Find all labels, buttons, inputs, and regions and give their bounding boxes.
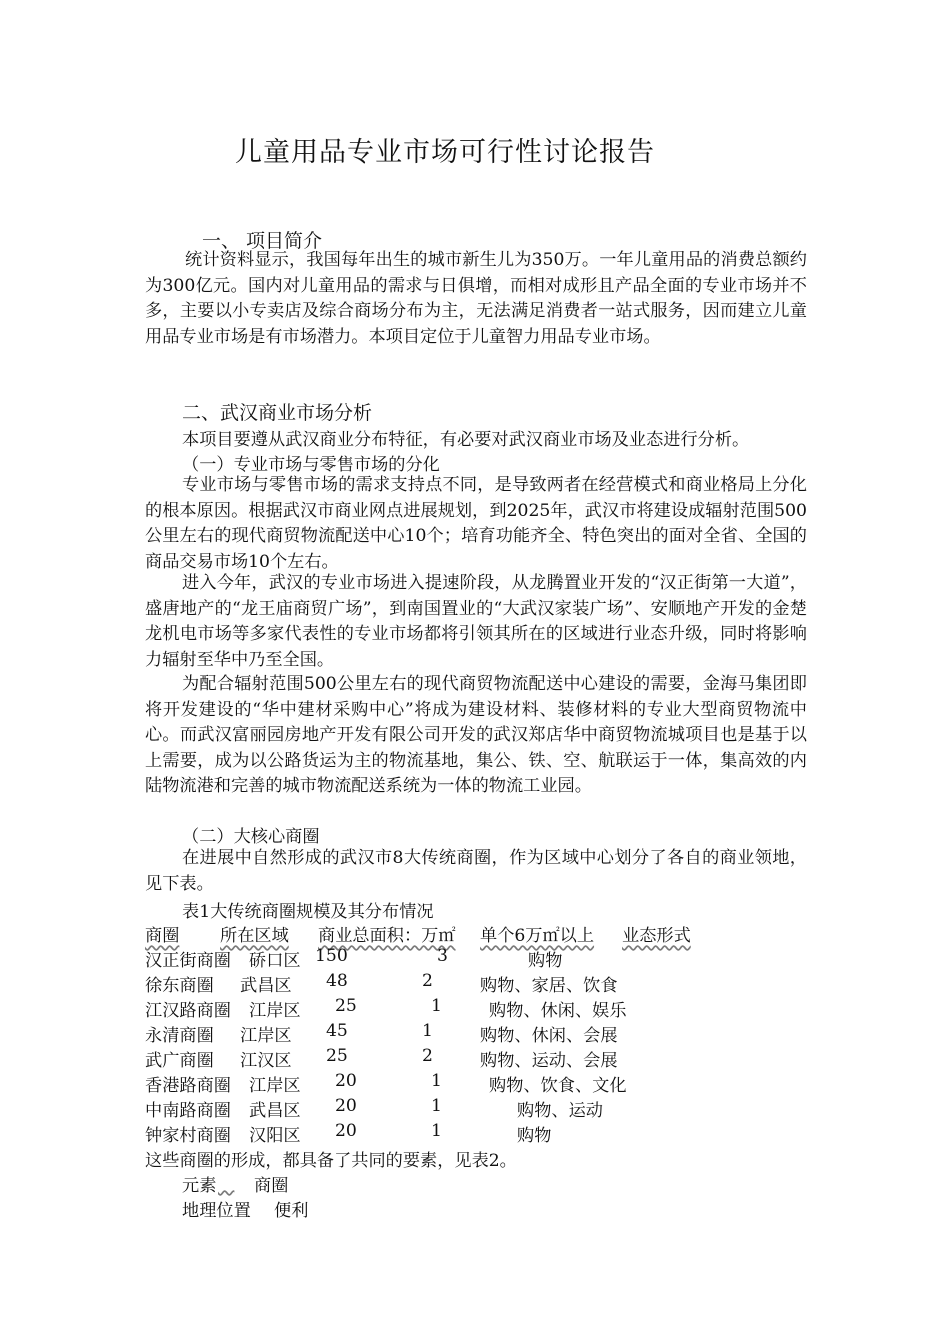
cell-total: 25 xyxy=(335,996,357,1016)
table-row xyxy=(145,1096,745,1121)
cell-area: 武昌区 xyxy=(249,1101,301,1121)
table2-header-cell: 元素 xyxy=(182,1176,217,1196)
cell-count: 1 xyxy=(431,996,442,1016)
section1-paragraph: 统计资料显示，我国每年出生的城市新生儿为350万。一年儿童用品的消费总额约为300亿元。国内对儿童用品的需求与日俱增，而相对成形且产品全面的专业市场并不多，主要以小专卖店及综合商场分布为主，无法满足消费者一站式服务，因而建立儿童用品专业市场是有市场潜力。本项目定位于儿童智力用品专业市场。 xyxy=(145,250,807,347)
document-title: 儿童用品专业市场可行性讨论报告 xyxy=(235,137,655,168)
table2-row xyxy=(182,1196,782,1221)
paragraph-p4: 在进展中自然形成的武汉市8大传统商圈，作为区域中心划分了各自的商业领地，见下表。 xyxy=(145,848,807,894)
table-caption: 表1大传统商圈规模及其分布情况 xyxy=(182,902,434,922)
table-header-cell: 商业总面积：万㎡ xyxy=(318,926,456,946)
table2-header-cell xyxy=(218,1171,234,1191)
cell-district: 永清商圈 xyxy=(145,1026,214,1046)
cell-area: 硚口区 xyxy=(249,951,301,971)
paragraph-p3: 为配合辐射范围500公里左右的现代商贸物流配送中心建设的需要，金海马集团即将开发建设的“华中建材采购中心”将成为建设材料、装修材料的专业大型商贸物流中心。而武汉富丽园房地产开发有限公司开发的武汉郑店华中商贸物流城项目也是基于以上需要，成为以公路货运为主的物流基地，集公、铁、空、航联运于一体，集高效的内陆物流港和完善的城市物流配送系统为一体的物流工业园。 xyxy=(145,674,807,796)
cell-district: 中南路商圈 xyxy=(145,1101,231,1121)
cell-count: 2 xyxy=(422,971,433,991)
cell-count: 1 xyxy=(431,1071,442,1091)
cell-area: 武昌区 xyxy=(240,976,292,996)
table-header-cell: 业态形式 xyxy=(622,926,691,946)
table-row xyxy=(145,1021,745,1046)
section1-heading: 项目简介 xyxy=(246,230,323,252)
table2-header-cell: 商圈 xyxy=(254,1176,289,1196)
after-table-text: 这些商圈的形成，都具备了共同的要素，见表2。 xyxy=(145,1151,517,1171)
table-header xyxy=(145,921,745,946)
cell-total: 45 xyxy=(326,1021,348,1041)
table-header-cell: 单个6万㎡以上 xyxy=(480,926,595,946)
cell-count: 1 xyxy=(422,1021,433,1041)
cell-area: 江岸区 xyxy=(240,1026,292,1046)
section2-heading: 二、武汉商业市场分析 xyxy=(182,402,373,424)
cell-format: 购物、运动、会展 xyxy=(480,1051,618,1071)
cell-district: 江汉路商圈 xyxy=(145,1001,231,1021)
paragraph-p1: 专业市场与零售市场的需求支持点不同，是导致两者在经营模式和商业格局上分化的根本原因。根据武汉市商业网点进展规划，到2025年，武汉市将建设成辐射范围500公里左右的现代商贸物流配送中心10个；培育功能齐全、特色突出的面对全省、全国的商品交易市场10个左右。 xyxy=(145,475,807,572)
table2-cell: 便利 xyxy=(274,1201,309,1221)
cell-total: 25 xyxy=(326,1046,348,1066)
cell-count: 1 xyxy=(431,1121,442,1141)
cell-area: 江汉区 xyxy=(240,1051,292,1071)
cell-count: 3 xyxy=(437,946,448,966)
cell-area: 江岸区 xyxy=(249,1076,301,1096)
cell-total: 20 xyxy=(335,1071,357,1091)
subsection1-heading: （一）专业市场与零售市场的分化 xyxy=(182,455,440,475)
cell-district: 武广商圈 xyxy=(145,1051,214,1071)
table-header-cell: 商圈 xyxy=(145,926,180,946)
table-row xyxy=(145,946,745,971)
cell-area: 江岸区 xyxy=(249,1001,301,1021)
table-row xyxy=(145,1046,745,1071)
table-header-cell: 所在区域 xyxy=(220,926,289,946)
cell-format: 购物、休闲、娱乐 xyxy=(489,1001,627,1021)
cell-total: 48 xyxy=(326,971,348,991)
cell-format: 购物、运动 xyxy=(517,1101,603,1121)
table-row xyxy=(145,971,745,996)
section2-intro: 本项目要遵从武汉商业分布特征，有必要对武汉商业市场及业态进行分析。 xyxy=(182,430,750,450)
table2-header xyxy=(182,1171,782,1196)
cell-total: 20 xyxy=(335,1121,357,1141)
cell-format: 购物、饮食、文化 xyxy=(489,1076,627,1096)
cell-district: 汉正街商圈 xyxy=(145,951,231,971)
cell-area: 汉阳区 xyxy=(249,1126,301,1146)
table-row xyxy=(145,1071,745,1096)
cell-total: 150 xyxy=(315,946,348,966)
cell-district: 钟家村商圈 xyxy=(145,1126,231,1146)
table-row xyxy=(145,996,745,1021)
cell-district: 徐东商圈 xyxy=(145,976,214,996)
cell-format: 购物 xyxy=(517,1126,552,1146)
cell-format: 购物、家居、饮食 xyxy=(480,976,618,996)
subsection2-heading: （二）大核心商圈 xyxy=(182,827,320,847)
cell-district: 香港路商圈 xyxy=(145,1076,231,1096)
cell-count: 1 xyxy=(431,1096,442,1116)
section1-number: 一、 xyxy=(202,230,241,252)
cell-count: 2 xyxy=(422,1046,433,1066)
cell-format: 购物 xyxy=(528,951,563,971)
table2-cell: 地理位置 xyxy=(182,1201,251,1221)
table-row xyxy=(145,1121,745,1146)
cell-format: 购物、休闲、会展 xyxy=(480,1026,618,1046)
paragraph-p2: 进入今年，武汉的专业市场进入提速阶段，从龙腾置业开发的“汉正街第一大道”，盛唐地产的“龙王庙商贸广场”，到南国置业的“大武汉家装广场”、安顺地产开发的金楚龙机电市场等多家代表性的专业市场都将引领其所在的区域进行业态升级，同时将影响力辐射至华中乃至全国。 xyxy=(145,573,807,670)
cell-total: 20 xyxy=(335,1096,357,1116)
